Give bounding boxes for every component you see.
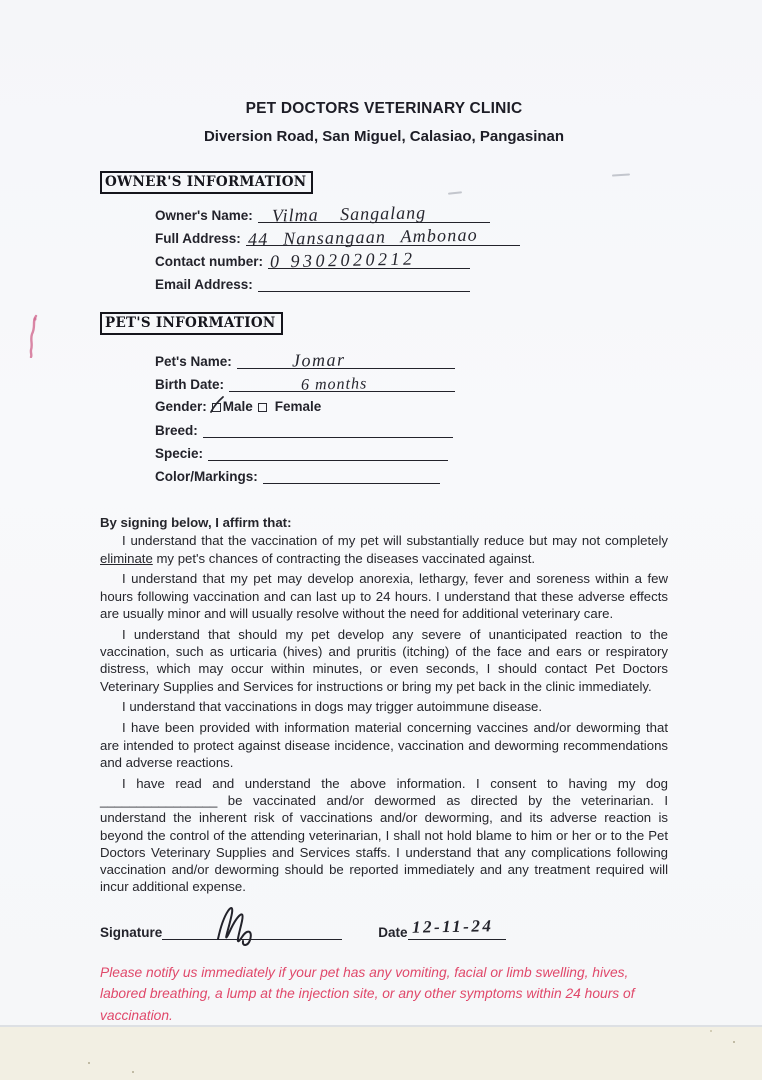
specie-line (208, 444, 448, 461)
email-address-label: Email Address: (155, 277, 253, 292)
checkmark-icon (209, 395, 226, 414)
full-address-label: Full Address: (155, 231, 241, 246)
signature-line (162, 924, 342, 940)
color-markings-line (263, 467, 440, 484)
affirmation-paragraph-4: I understand that vaccinations in dogs may trigger autoimmune disease. (122, 699, 543, 715)
affirmation-paragraph-1 (100, 532, 668, 567)
contact-number-handwritten-value: 0 9302020212 (269, 248, 416, 272)
paper-speck (733, 1041, 735, 1043)
checkbox-female (258, 403, 267, 412)
form-content (100, 0, 668, 1026)
color-markings-label: Color/Markings: (155, 469, 258, 484)
field-breed (155, 421, 453, 438)
contact-number-label: Contact number: (155, 254, 263, 269)
affirmation-paragraph-5: I have been provided with information material concerning vaccines and/or deworming that are intended to protect against disease incidence, vaccination and deworming recommendations and adverse reactions. (100, 720, 668, 770)
footer-warning-note: Please notify us immediately if your pet has any vomiting, facial or limb swelling, hives, labored breathing, a lump at the injection site, or any other symptoms within 24 hours of vaccination. (100, 964, 635, 1023)
p1-after: my pet's chances of contracting the diseases vaccinated against. (152, 550, 536, 566)
field-full-address (155, 224, 520, 250)
ink-smudge-mark (24, 314, 44, 358)
field-email-address (155, 275, 470, 292)
birth-date-line (229, 375, 455, 392)
affirmation-text-block (100, 514, 668, 896)
field-birth-date (155, 375, 455, 392)
paper-speck (132, 1071, 134, 1073)
clinic-address: Diversion Road, San Miguel, Calasiao, Pangasinan (203, 128, 565, 145)
p1-underlined-word: eliminate (100, 550, 153, 566)
signature-date-row (100, 916, 668, 940)
field-specie (155, 444, 448, 461)
email-address-line (258, 275, 470, 292)
pet-information-section (100, 312, 668, 484)
birth-date-label: Birth Date: (155, 377, 225, 392)
field-gender (155, 398, 668, 415)
signature-scribble (212, 899, 270, 951)
date-handwritten-value: 12-11-24 (411, 916, 494, 937)
gender-label: Gender: (155, 399, 207, 414)
field-contact-number (155, 248, 470, 272)
signature-label: Signature (100, 924, 163, 940)
pet-name-handwritten-value: Jomar (291, 349, 346, 371)
paper-speck (710, 1030, 712, 1032)
pet-section-title: PET'S INFORMATION (100, 312, 283, 335)
affirmation-paragraph-3: I understand that should my pet develop any severe of unanticipated reaction to the vaccination, such as urticaria (hives) and pruritis (itching) of the face and ears or respiratory distress, which may occur within minutes, or even seconds, I should contact Pet Doctors Veterinary Supplies and Services for instructions or bring my pet back in the clinic immediately. (100, 626, 668, 694)
owner-name-label: Owner's Name: (155, 208, 253, 223)
pet-name-line (237, 349, 455, 371)
field-color-markings (155, 467, 440, 484)
date-line (408, 916, 506, 940)
breed-label: Breed: (155, 423, 198, 438)
owner-information-section (100, 171, 668, 292)
pet-fields (155, 349, 668, 484)
affirmation-heading: By signing below, I affirm that: (100, 515, 292, 530)
owner-fields (155, 202, 668, 292)
p1-before: I understand that the vaccination of my pet will substantially reduce but may not completely (122, 533, 668, 549)
affirmation-paragraph-6: I have read and understand the above information. I consent to having my dog ________________ be vaccinated and/or dewormed as directed by the veterinarian. I understand the inherent risk of vaccinations and/or deworming, and its adverse reaction is beyond the control of the attending veterinarian, I shall not hold blame to him or her or to the Pet Doctors Veterinary Supplies and Services staffs. I understand that any complications following vaccination and/or deworming should be reported immediately and any treatment required will incur additional expense. (100, 775, 668, 895)
checkbox-male (212, 403, 221, 412)
scanner-edge (0, 1025, 762, 1080)
form-header (100, 100, 668, 145)
owner-name-handwritten-value: Vilma Sangalang (271, 202, 427, 226)
specie-label: Specie: (155, 446, 204, 461)
gender-male-label: Male (222, 399, 253, 414)
date-label: Date (378, 924, 408, 940)
field-pet-name (155, 349, 455, 371)
pet-name-label: Pet's Name: (155, 354, 232, 369)
full-address-line (246, 224, 520, 250)
owner-name-line (258, 202, 490, 226)
breed-line (203, 421, 453, 438)
field-owner-name (155, 202, 490, 226)
contact-number-line (268, 248, 470, 272)
full-address-handwritten-value: 44 Nansangaan Ambonao (247, 224, 478, 250)
owner-section-title: OWNER'S INFORMATION (100, 171, 313, 194)
affirmation-paragraph-2: I understand that my pet may develop anorexia, lethargy, fever and soreness within a few hours following vaccination and can last up to 24 hours. I understand that these adverse effects are usually minor and will usually resolve without the need for additional veterinary care. (100, 571, 668, 621)
birth-date-handwritten-value: 6 months (300, 375, 368, 394)
paper-speck (88, 1062, 90, 1064)
clinic-name: PET DOCTORS VETERINARY CLINIC (245, 100, 523, 117)
gender-female-label: Female (274, 399, 322, 414)
